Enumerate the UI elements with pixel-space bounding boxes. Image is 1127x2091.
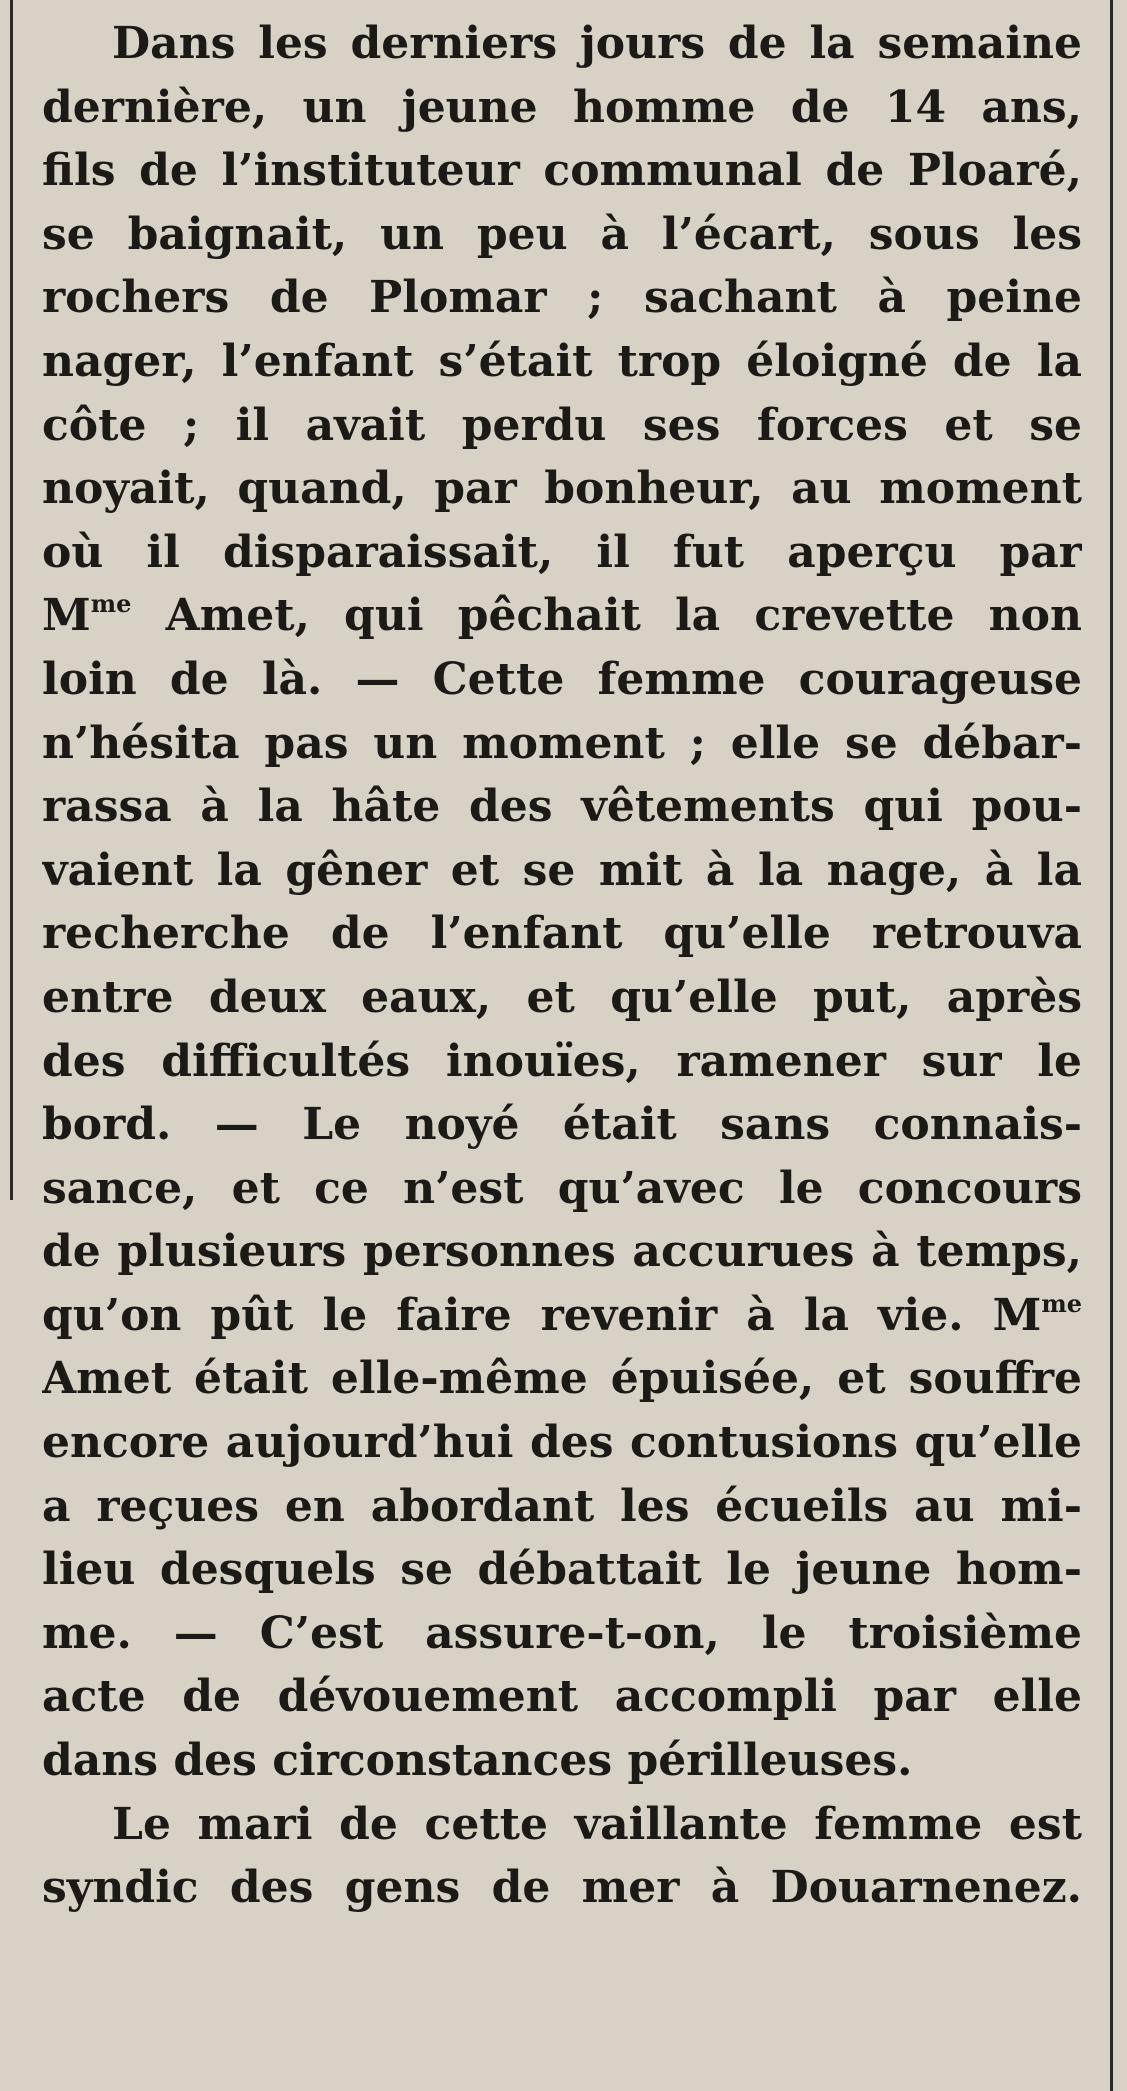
text-line: encore aujourd’hui des contusions qu’elle <box>42 1417 1082 1469</box>
text-line: acte de dévouement accompli par elle <box>42 1671 1082 1723</box>
text-line: où il disparaissait, il fut aperçu par <box>42 526 1082 578</box>
abbrev-me: me <box>90 589 132 619</box>
text-line: dernière, un jeune homme de 14 ans, <box>42 81 1082 133</box>
text-line: des difficultés inouïes, ramener sur le <box>42 1035 1082 1087</box>
text-line: côte ; il avait perdu ses forces et se <box>42 399 1082 451</box>
text-line: de plusieurs personnes accurues à temps, <box>42 1226 1082 1278</box>
text-line: vaient la gêner et se mit à la nage, à la <box>42 844 1082 896</box>
text-line: rochers de Plomar ; sachant à peine <box>42 272 1082 324</box>
text-line: a reçues en abordant les écueils au mi- <box>42 1480 1082 1532</box>
text-line: noyait, quand, par bonheur, au moment <box>42 463 1082 515</box>
text-fragment: qu’on pût le faire revenir à la vie. <box>42 1289 964 1341</box>
text-line: Amet était elle-même épuisée, et souffre <box>42 1353 1082 1405</box>
abbrev-me: me <box>1041 1288 1082 1318</box>
text-line: rassa à la hâte des vêtements qui pou- <box>42 781 1082 833</box>
text-line: sance, et ce n’est qu’avec le concours <box>42 1162 1082 1214</box>
text-line: Le mari de cette vaillante femme est <box>112 1798 1082 1850</box>
article-column <box>42 12 1082 1920</box>
text-line <box>42 584 1082 648</box>
text-line: recherche de l’enfant qu’elle retrouva <box>42 908 1082 960</box>
text-line: syndic des gens de mer à Douarnenez. <box>42 1862 1082 1914</box>
text-fragment: Amet, qui pêchait la crevette non <box>165 590 1082 642</box>
text-line: bord. — Le noyé était sans connais- <box>42 1099 1082 1151</box>
text-line: loin de là. — Cette femme courageuse <box>42 653 1082 705</box>
text-line: dans des circonstances périlleuses. <box>42 1735 913 1787</box>
text-line: fils de l’instituteur communal de Ploaré, <box>42 145 1082 197</box>
text-line <box>42 1284 1082 1348</box>
text-line: Dans les derniers jours de la semaine <box>112 18 1082 69</box>
text-line: nager, l’enfant s’était trop éloigné de la <box>42 335 1082 387</box>
column-rule-left <box>10 0 13 1200</box>
abbrev-m: M <box>992 1289 1042 1341</box>
abbrev-m: M <box>42 590 91 642</box>
paragraph-1 <box>42 12 1082 1793</box>
column-rule-right <box>1110 0 1113 2091</box>
text-line: me. — C’est assure-t-on, le troisième <box>42 1607 1082 1659</box>
text-line: entre deux eaux, et qu’elle put, après <box>42 971 1082 1023</box>
text-line: se baignait, un peu à l’écart, sous les <box>42 208 1082 260</box>
text-line: n’hésita pas un moment ; elle se débar- <box>42 717 1082 769</box>
paragraph-2 <box>42 1793 1082 1920</box>
text-line: lieu desquels se débattait le jeune hom- <box>42 1544 1082 1596</box>
